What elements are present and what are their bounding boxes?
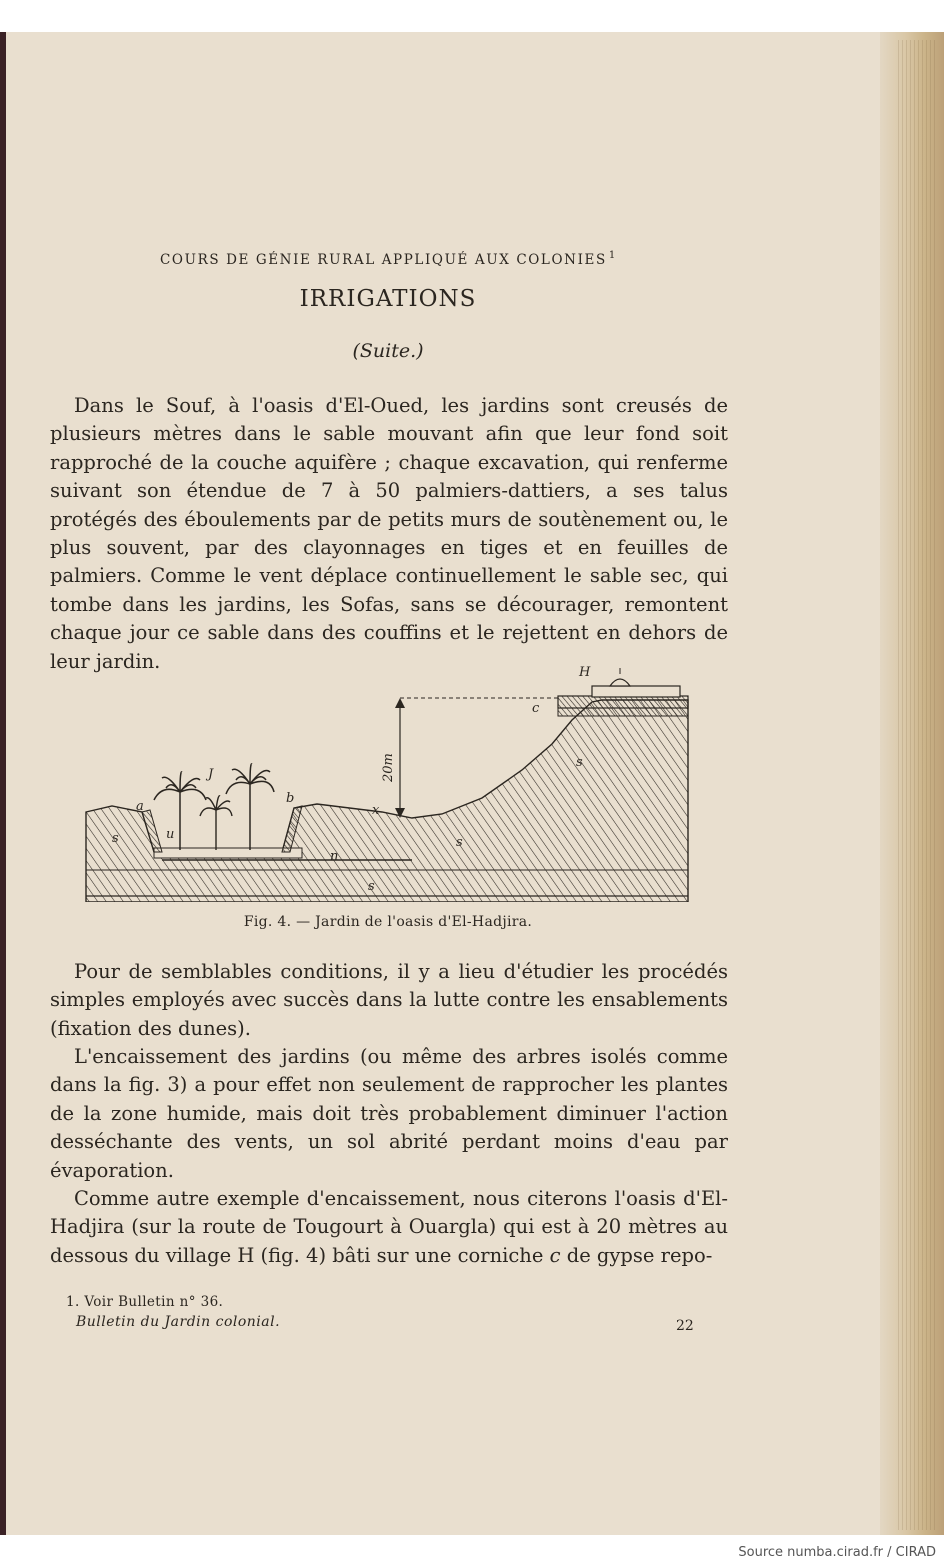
journal-name: Bulletin du Jardin colonial.: [76, 1314, 281, 1330]
gypsum-cornice-2: [558, 708, 688, 716]
garden-floor: [154, 848, 302, 858]
label-s-upper: s: [576, 755, 583, 770]
paragraph-2: Pour de semblables conditions, il y a lieu d'étudier les procédés simples employés avec succès dans la lutte contre les ensablements (fixation des dunes).: [50, 960, 728, 1040]
label-J: J: [208, 767, 214, 782]
footnote-marker: 1: [608, 250, 616, 261]
label-u: u: [166, 827, 175, 842]
ground-section: [86, 700, 688, 902]
scan-margin-top: [0, 0, 944, 32]
label-s-left: s: [112, 831, 119, 846]
book-binding: [0, 30, 6, 1535]
label-H: H: [579, 665, 591, 680]
running-head-text: COURS DE GÉNIE RURAL APPLIQUÉ AUX COLONIES: [160, 252, 607, 268]
paragraph-1: Dans le Souf, à l'oasis d'El-Oued, les jardins sont creusés de plusieurs mètres dans le sable mouvant afin que leur fond soit rapproché de la couche aquifère ; chaque excavation, qui renferme suivant son étendue de 7 à 50 palmiers-dattiers, a ses talus protégés des éboulements par de petits murs de soutènement ou, le plus souvent, par des clayonnages en tiges et en feuilles de palmiers. Comme le vent déplace continuellement le sable sec, qui tombe dans les jardins, les Sofas, sans se décourager, remontent chaque jour ce sable dans des couffins et le rejettent en dehors de leur jardin.: [50, 394, 728, 673]
palm-tree-2: [200, 796, 232, 850]
paragraph-4-end: de gypse repo-: [560, 1243, 713, 1267]
label-a: a: [136, 799, 144, 814]
paragraph-4: [50, 1185, 728, 1270]
page-stack-edges: [898, 40, 938, 1530]
label-c: c: [532, 701, 540, 716]
label-n: n: [330, 849, 339, 864]
gypsum-cornice: [558, 696, 688, 708]
palm-tree-3: [226, 764, 274, 850]
paragraph-4-text: Comme autre exemple d'encaissement, nous citerons l'oasis d'El-Hadjira (sur la route de Tougourt à Ouargla) qui est à 20 mètres au dessous du village H (fig. 4) bâti sur une corniche: [50, 1187, 728, 1267]
figure-caption: Fig. 4. — Jardin de l'oasis d'El-Hadjira.: [243, 914, 533, 930]
page-subtitle: (Suite.): [352, 340, 424, 362]
paragraph-4-italic: c: [549, 1243, 561, 1267]
label-height: 20m: [381, 753, 396, 782]
village-building: [592, 686, 680, 697]
page-title: IRRIGATIONS: [299, 286, 477, 312]
label-s-middle: s: [456, 835, 463, 850]
palm-tree-1: [154, 772, 206, 850]
source-credit: Source numba.cirad.fr / CIRAD: [738, 1545, 936, 1560]
page-number: 22: [676, 1318, 694, 1334]
label-s-lower: s: [368, 879, 375, 894]
label-x: x: [372, 803, 380, 818]
village-dome: [610, 679, 630, 686]
footnote: 1. Voir Bulletin n° 36.: [66, 1294, 224, 1310]
figure-garden-cross-section: [82, 660, 692, 902]
paragraph-3: L'encaissement des jardins (ou même des arbres isolés comme dans la fig. 3) a pour effet non seulement de rapprocher les plantes de la zone humide, mais doit très probablement diminuer l'action desséchante des vents, un sol abrité perdant moins d'eau par évaporation.: [50, 1045, 728, 1182]
running-head: [160, 250, 630, 268]
label-b: b: [286, 791, 295, 806]
